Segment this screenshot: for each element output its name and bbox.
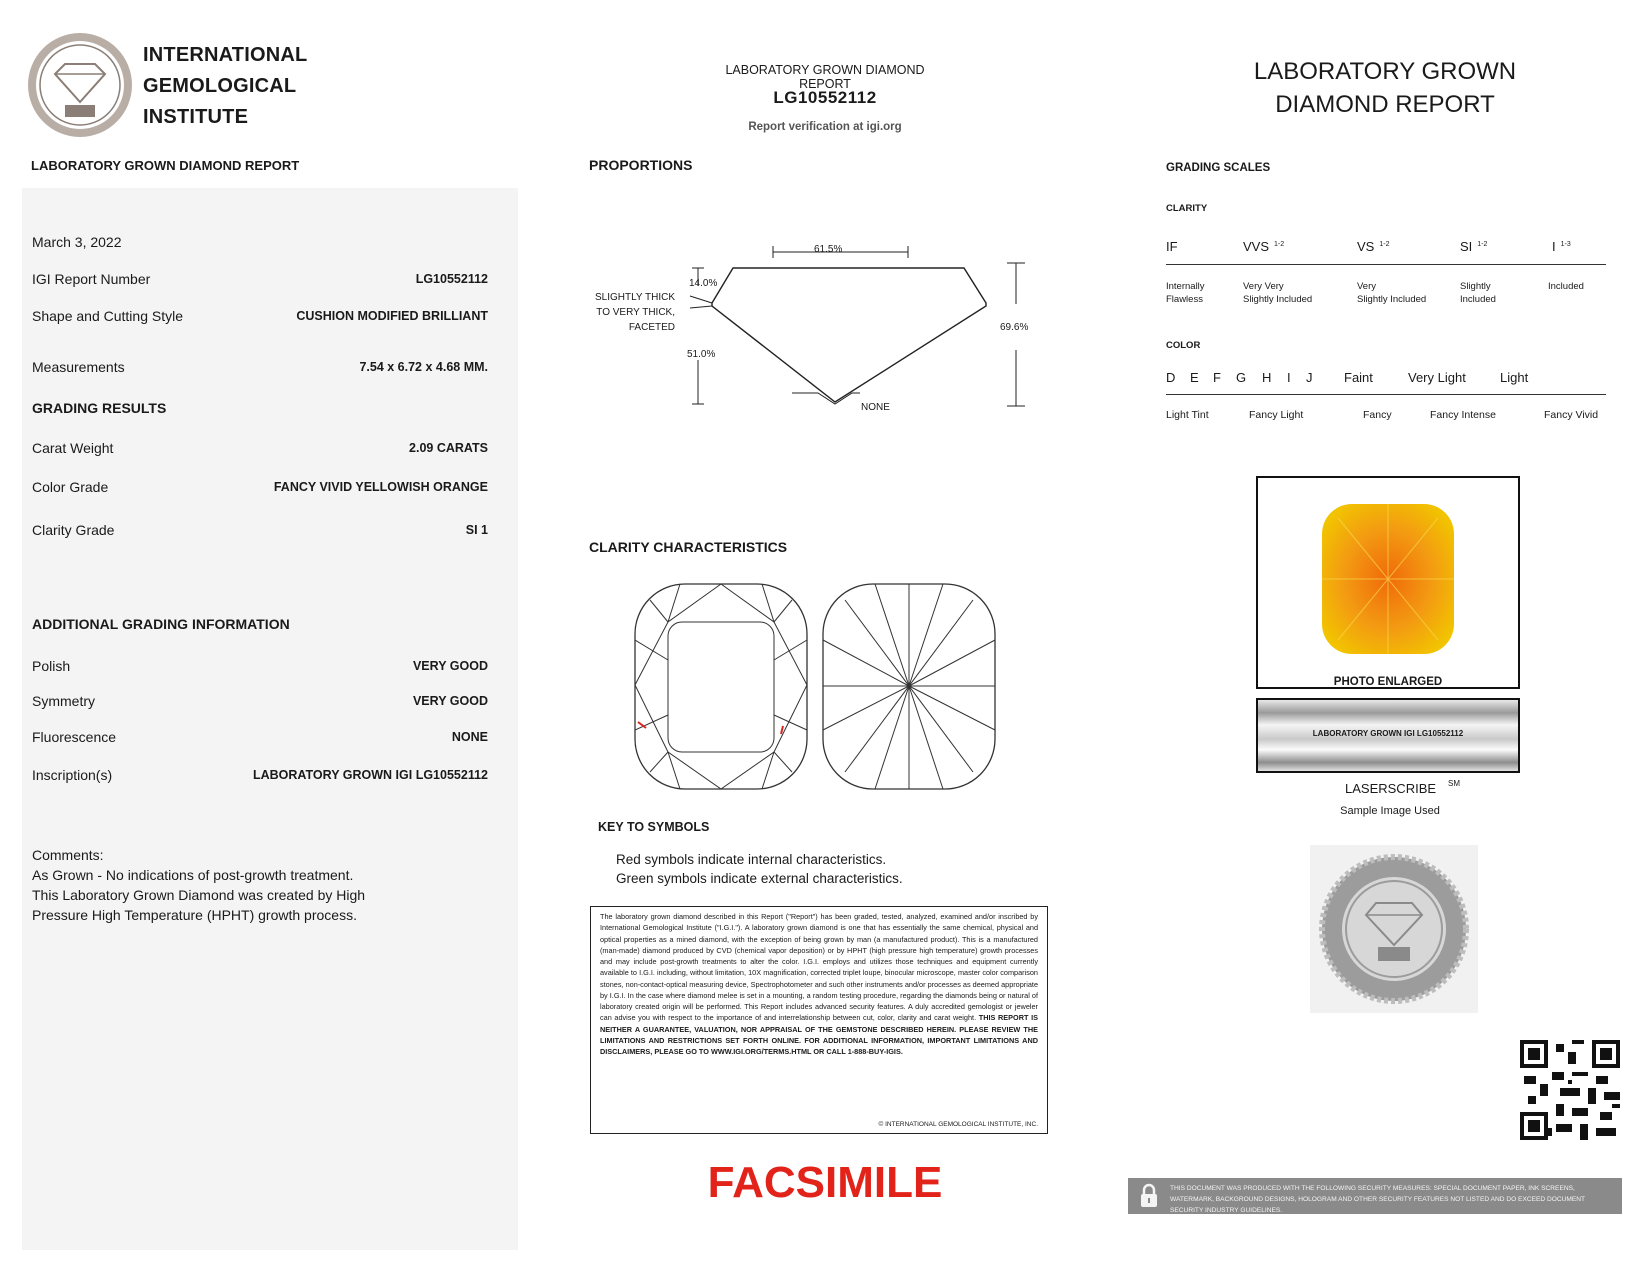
key-to-symbols (616, 850, 903, 888)
copyright-note: © INTERNATIONAL GEMOLOGICAL INSTITUTE, INC. (878, 1120, 1038, 1128)
clarity-description-line: Very Very (1243, 281, 1284, 292)
institute-name-line: INSTITUTE (143, 106, 249, 128)
girdle-line: SLIGHTLY THICK (594, 292, 675, 303)
fancy-color-grade: Fancy Vivid (1544, 409, 1599, 421)
clarity-description-line: Flawless (1166, 294, 1203, 305)
clarity-scale-divider (1166, 264, 1606, 265)
comment-line: As Grown - No indications of post-growth treatment. (32, 867, 354, 883)
color-grade: G (1236, 370, 1247, 385)
color-grade: E (1190, 370, 1199, 385)
disclaimer-caps: THIS REPORT IS NEITHER A GUARANTEE, VALUATION, NOR APPRAISAL OF THE GEMSTONE DESCRIBED HEREIN. PLEASE REVIEW THE LIMITATIONS AND RESTRICTIONS SET FORTH ONLINE. FOR ADDITIONAL INFORMATION, IMPORTANT LIMITATIONS AND DISCLAIMERS, PLEASE GO TO WWW.IGI.ORG/TERMS.HTML OR CALL 1-888-BUY-IGIS. (600, 1013, 1038, 1056)
laserscribe-label: LASERSCRIBE (1345, 781, 1437, 796)
crown-percent: 14.0% (689, 278, 718, 289)
color-grade: Light (1500, 370, 1529, 385)
clarity-grade (1460, 239, 1487, 254)
proportions-title: PROPORTIONS (589, 157, 693, 173)
clarity-grade-code: VS (1357, 239, 1375, 254)
clarity-grade (1357, 239, 1389, 254)
facsimile-stamp: FACSIMILE (707, 1158, 943, 1207)
clarity-description-line: Internally (1166, 281, 1205, 292)
date-text: March 3, 2022 (32, 234, 122, 250)
clarity-description-line: Slightly Included (1357, 294, 1427, 305)
table-percent: 61.5% (814, 244, 843, 255)
clarity-grade-range: 1-2 (1274, 240, 1285, 248)
left-document-title: LABORATORY GROWN DIAMOND REPORT (31, 158, 300, 173)
diamond-photo (1258, 478, 1518, 668)
clarity-description-line: Included (1548, 281, 1584, 292)
clarity-grade-description (1243, 280, 1312, 306)
igi-seal-logo (25, 30, 135, 140)
igi-hologram-seal (1310, 845, 1478, 1013)
clarity-grade (1166, 239, 1178, 254)
color-grade: J (1306, 370, 1313, 385)
polish-value: VERY GOOD (412, 659, 488, 673)
color-grade: D (1166, 370, 1176, 385)
report-number-value: LG10552112 (415, 272, 488, 286)
color-grade-value: FANCY VIVID YELLOWISH ORANGE (273, 480, 488, 494)
clarity-grade-code: SI (1460, 239, 1473, 254)
symmetry-value: VERY GOOD (412, 694, 488, 708)
clarity-grade-description (1460, 280, 1496, 306)
fancy-color-grade: Fancy Intense (1430, 409, 1496, 421)
inscription-value: LABORATORY GROWN IGI LG10552112 (252, 768, 488, 782)
clarity-plot-diagram (630, 580, 1000, 795)
disclaimer-box (590, 906, 1048, 1134)
fluorescence-label: Fluorescence (32, 729, 117, 745)
clarity-grade-label: Clarity Grade (32, 522, 115, 538)
color-scale-label: COLOR (1166, 340, 1201, 351)
lock-icon (1136, 1183, 1162, 1209)
culet-value: NONE (861, 402, 890, 413)
photo-caption: PHOTO ENLARGED (1333, 676, 1443, 688)
qr-code (1520, 1040, 1620, 1140)
service-mark: SM (1448, 779, 1460, 788)
key-line: Red symbols indicate internal characteristics. (616, 852, 887, 867)
comment-line: Pressure High Temperature (HPHT) growth process. (32, 907, 357, 923)
clarity-scale-label: CLARITY (1166, 203, 1208, 214)
carat-value: 2.09 CARATS (409, 441, 488, 455)
diamond-photo-frame (1256, 476, 1520, 689)
clarity-description-line: Slightly Included (1243, 294, 1313, 305)
clarity-grade-description (1166, 280, 1205, 306)
institute-name-line: INTERNATIONAL (143, 44, 308, 66)
color-scale-divider (1166, 394, 1606, 395)
color-grade: F (1213, 370, 1221, 385)
right-title-line: LABORATORY GROWN (1253, 58, 1517, 85)
color-grade: Faint (1344, 370, 1373, 385)
shape-label: Shape and Cutting Style (32, 308, 183, 324)
color-grade: I (1287, 370, 1291, 385)
color-grade-label: Color Grade (32, 479, 109, 495)
symmetry-label: Symmetry (32, 693, 95, 709)
measurements-value: 7.54 x 6.72 x 4.68 MM. (359, 360, 488, 374)
diamond-profile (712, 268, 986, 402)
polish-label: Polish (32, 658, 71, 674)
comments (32, 845, 452, 925)
security-features-text: THIS DOCUMENT WAS PRODUCED WITH THE FOLLOWING SECURITY MEASURES: SPECIAL DOCUMENT PAPER, INK SCREENS, WATERMARK, BACKGROUND DESIGNS, HOLOGRAM AND OTHER SECURITY FEATURES NOT LISTED AND DO EXCEED DOCUMENT SECURITY INDUSTRY GUIDELINES. (1170, 1185, 1585, 1214)
clarity-grade-value: SI 1 (465, 523, 488, 537)
key-line: Green symbols indicate external characteristics. (616, 871, 903, 886)
institute-name (143, 40, 307, 133)
clarity-grade-range: 1-2 (1477, 240, 1488, 248)
color-grade: H (1262, 370, 1272, 385)
fancy-color-grade: Fancy (1363, 409, 1392, 421)
carat-label: Carat Weight (32, 440, 114, 456)
clarity-grade-range: 1-3 (1560, 240, 1571, 248)
girdle-line: FACETED (628, 322, 675, 333)
comments-title: Comments: (32, 847, 104, 863)
institute-name-line: GEMOLOGICAL (143, 75, 297, 97)
depth-percent: 69.6% (1000, 322, 1029, 333)
fluorescence-value: NONE (451, 730, 488, 744)
clarity-characteristics-title: CLARITY CHARACTERISTICS (589, 539, 788, 555)
fancy-color-grade: Light Tint (1166, 409, 1209, 421)
verification-note: Report verification at igi.org (748, 121, 902, 133)
girdle-line: TO VERY THICK, (596, 307, 675, 318)
clarity-grade-description (1357, 280, 1426, 306)
clarity-grade-range: 1-2 (1379, 240, 1390, 248)
laserscribe-inscription: LABORATORY GROWN IGI LG10552112 (1312, 729, 1464, 738)
measurements-label: Measurements (32, 359, 125, 375)
clarity-description-line: Very (1357, 281, 1377, 292)
middle-document-title: LABORATORY GROWN DIAMOND REPORT (725, 63, 925, 91)
right-title-line: DIAMOND REPORT (1275, 91, 1495, 118)
crown-view-outline (635, 584, 807, 789)
inscription-label: Inscription(s) (32, 767, 113, 783)
right-document-title (1200, 55, 1570, 121)
comment-line: This Laboratory Grown Diamond was created by High (32, 887, 366, 903)
shape-value: CUSHION MODIFIED BRILLIANT (296, 309, 488, 323)
clarity-grade-description (1548, 280, 1584, 293)
girdle-description (585, 290, 675, 335)
clarity-description-line: Slightly (1460, 281, 1491, 292)
internal-inclusion-mark (781, 726, 783, 734)
report-number-label: IGI Report Number (32, 271, 151, 287)
fancy-color-grade: Fancy Light (1249, 409, 1304, 421)
clarity-grade-code: VVS (1243, 239, 1270, 254)
clarity-grade (1552, 239, 1571, 254)
clarity-grade-code: IF (1166, 239, 1178, 254)
disclaimer-body: The laboratory grown diamond described in this Report ("Report") has been graded, tested, analyzed, examined and/or inscribed by International Gemological Institute ("I.G.I."). A laboratory grown diamond is one that has essentially the same chemical, physical and optical properties as a mined diamond, with the exception of being grown by man (a manufactured product). This is a manufactured (man-made) diamond produced by CVD (chemical vapor deposition) or by HPHT (high pressure high temperature) growth processes and may include post-growth treatments to alter the color. I.G.I. employs and utilizes those techniques and equipment currently available to I.G.I. including, without limitation, 10X magnification, corrected triplet loupe, binocular microscope, master color comparison stones, non-contact-optical measuring device, Spectrophotometer and such other instruments and/or processes as deemed appropriate by I.G.I. In the case where diamond melee is set in a mounting, a random testing procedure, regarding the diamonds being or natural of laboratory created origin will be performed. This Report includes advanced security features. A duly accredited gemologist or jeweler can advise you with respect to the importance of and interrelationship between cut, color, clarity and carat weight. (600, 912, 1038, 1023)
grading-scales-title: GRADING SCALES (1166, 162, 1271, 174)
sample-image-note: Sample Image Used (1340, 805, 1440, 817)
report-details-panel (22, 188, 518, 1250)
clarity-grade (1243, 239, 1284, 254)
clarity-description-line: Included (1460, 294, 1496, 305)
pavilion-percent: 51.0% (687, 349, 716, 360)
grading-results-title: GRADING RESULTS (32, 400, 167, 416)
color-grade: Very Light (1408, 370, 1466, 385)
key-to-symbols-title: KEY TO SYMBOLS (598, 820, 710, 834)
report-number-heading: LG10552112 (773, 88, 877, 107)
additional-info-title: ADDITIONAL GRADING INFORMATION (32, 616, 290, 632)
clarity-grade-code: I (1552, 239, 1556, 254)
